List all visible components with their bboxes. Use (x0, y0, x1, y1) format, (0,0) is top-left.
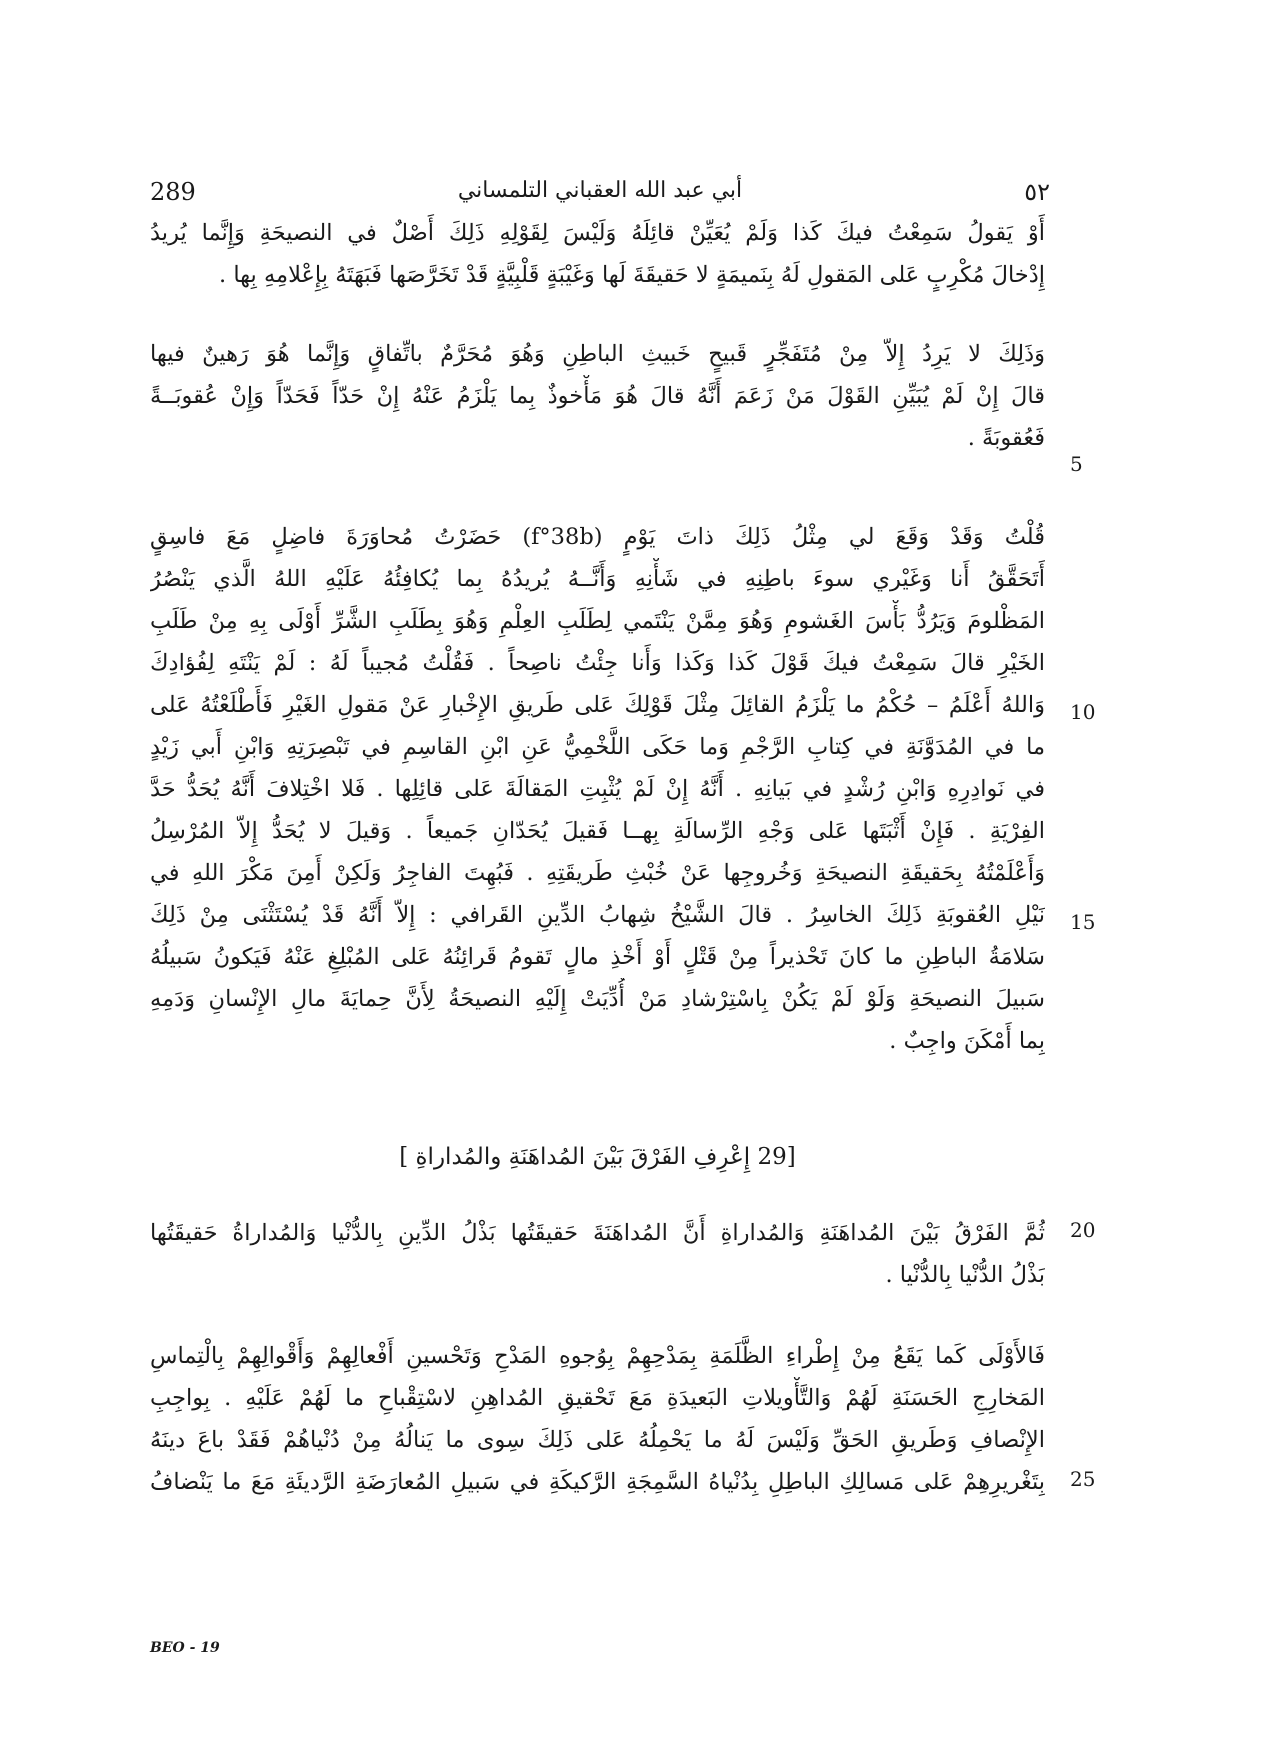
paragraph-4 (150, 1212, 1045, 1296)
text-line: ثُمَّ الفَرْقُ بَيْنَ المُداهَنَةِ وَالمُداراةِ أَنَّ المُداهَنَةَ حَقيقَتُها بَذْلُ الدِّينِ بِالدُّنْيا وَالمُداراةُ حَقيقَتُها (150, 1220, 1045, 1246)
line-number: 25 (1070, 1467, 1096, 1491)
line-number: 10 (1070, 700, 1096, 724)
text-line: بَذْلُ الدُّنْيا بِالدُّنْيا . (885, 1262, 1045, 1288)
text-line: إِدْخالَ مُكْرِبٍ عَلى المَقولِ لَهُ بِنَميمَةٍ لا حَقيقَةَ لَها وَغَيْبَةٍ قَلْبِيَّةٍ قَدْ تَخَرَّصَها فَبَهَتَهُ بِإِعْلامِهِ بِها . (219, 262, 1045, 288)
line-number: 5 (1070, 452, 1083, 476)
text-line: سَبيلَ النصيحَةِ وَلَوْ لَمْ يَكُنْ بِاسْتِرْشادِ مَنْ أُدِّيَتْ إِلَيْهِ النصيحَةُ لِأَنَّ حِمايَةَ مالِ الإِنْسانِ وَدَمِهِ (150, 986, 1045, 1012)
paragraph-1 (150, 212, 1045, 296)
paragraph-3 (150, 516, 1045, 1062)
text-line: وَاللهُ أَعْلَمُ – حُكْمُ ما يَلْزَمُ القائِلَ مِثْلَ قَوْلِكَ عَلى طَريقِ الإِخْبارِ عَنْ مَقولِ الغَيْرِ فَأَطْلَعْتُهُ عَلى (150, 692, 1045, 718)
running-title: أبي عبد الله العقباني التلمساني (457, 178, 743, 203)
text-line: فَعُقوبَةً . (967, 425, 1045, 451)
text-line: الفِرْيَةِ . فَإِنْ أَثْبَتَها عَلى وَجْهِ الرِّسالَةِ بِهــا فَقيلَ يُحَدّانِ جَميعاً . وَقيلَ لا يُحَدُّ إِلاّ المُرْسِلُ (150, 818, 1045, 844)
text-line: وَأَعْلَمْتُهُ بِحَقيقَةِ النصيحَةِ وَخُروجِها عَنْ خُبْثِ طَريقَتِهِ . فَبُهِتَ الفاجِرُ وَلَكِنْ أَمِنَ مَكْرَ اللهِ في (150, 860, 1045, 886)
text-line: قالَ إِنْ لَمْ يُبَيِّنِ القَوْلَ مَنْ زَعَمَ أَنَّهُ قالَ هُوَ مَأْخوذٌ بِما يَلْزَمُ عَنْهُ إِنْ حَدّاً فَحَدّاً وَإِنْ عُقوبَــةً (150, 383, 1045, 409)
text-line: المَخارِجِ الحَسَنَةِ لَهُمْ وَالتَّأْويلاتِ البَعيدَةِ مَعَ تَحْقيقِ المُداهِنِ لاسْتِقْباحِ ما لَهُمْ عَلَيْهِ . بِواجِبِ (150, 1385, 1045, 1411)
text-line: في نَوادِرِهِ وَابْنِ رُشْدٍ في بَيانِهِ . أَنَّهُ إِنْ لَمْ يُثْبِتِ المَقالَةَ عَلى قائِلِها . فَلا اخْتِلافَ أَنَّهُ يُحَدُّ حَدَّ (150, 776, 1045, 802)
text-line: قُلْتُ وَقَدْ وَقَعَ لي مِثْلُ ذَلِكَ ذاتَ يَوْمٍ (f°38b) حَضَرْتُ مُحاوَرَةَ فاضِلٍ مَعَ فاسِقٍ (150, 524, 1045, 550)
text-line: أَوْ يَقولُ سَمِعْتُ فيكَ كَذا وَلَمْ يُعَيِّنْ قائِلَهُ وَلَيْسَ لِقَوْلِهِ ذَلِكَ أَصْلٌ في النصيحَةِ وَإِنَّما يُريدُ (150, 220, 1045, 246)
original-page-number: ٥٢ (1024, 178, 1050, 206)
paragraph-2 (150, 333, 1045, 459)
footer-signature: BEO - 19 (150, 1640, 220, 1656)
text-line: الإِنْصافِ وَطَريقِ الحَقِّ وَلَيْسَ لَهُ ما يَحْمِلُهُ عَلى ذَلِكَ سِوى ما يَنالُهُ مِنْ دُنْياهُمْ فَقَدْ باعَ دينَهُ (150, 1427, 1045, 1453)
text-line: الخَيْرِ قالَ سَمِعْتُ فيكَ قَوْلَ كَذا وَكَذا وَأَنا جِئْتُ ناصِحاً . فَقُلْتُ مُجيباً لَهُ : لَمْ يَنْتَهِ لِفُؤادِكَ (150, 650, 1045, 676)
text-line: سَلامَةُ الباطِنِ ما كانَ تَحْذيراً مِنْ قَتْلٍ أَوْ أَخْذِ مالٍ تَقومُ قَرائِنُهُ عَلى المُبْلِغِ عَنْهُ فَيَكونُ سَبيلُهُ (150, 944, 1045, 970)
text-line: المَظْلومَ وَيَرُدُّ بَأْسَ الغَشومِ وَهُوَ مِمَّنْ يَنْتَمي لِطَلَبِ العِلْمِ وَهُوَ بِطَلَبِ الشَّرِّ أَوْلَى بِهِ مِنْ طَلَبِ (150, 608, 1045, 634)
text-line: وَذَلِكَ لا يَرِدُ إِلاّ مِنْ مُتَفَجِّرٍ قَبيحٍ خَبيثِ الباطِنِ وَهُوَ مُحَرَّمٌ باتِّفاقٍ وَإِنَّما هُوَ رَهينٌ فيها (150, 341, 1045, 367)
text-line: ما في المُدَوَّنَةِ في كِتابِ الرَّجْمِ وَما حَكَى اللَّخْمِيُّ عَنِ ابْنِ القاسِمِ في تَبْصِرَتِهِ وَابْنِ أَبي زَيْدٍ (150, 734, 1045, 760)
text-line: بِتَغْريرِهِمْ عَلى مَسالِكِ الباطِلِ بِدُنْياهُ السَّمِجَةِ الرَّكيكَةِ في سَبيلِ المُعارَضَةِ الرَّديئَةِ مَعَ ما يَنْضافُ (150, 1469, 1045, 1495)
text-line: نَيْلِ العُقوبَةِ ذَلِكَ الخاسِرُ . قالَ الشَّيْخُ شِهابُ الدِّينِ القَرافي : إِلاّ أَنَّهُ قَدْ يُسْتَثْنَى مِنْ ذَلِكَ (150, 902, 1045, 928)
text-line: أَتَحَقَّقُ أَنا وَغَيْري سوءَ باطِنِهِ في شَأْنِهِ وَأَنَّــهُ يُريدُهُ بِما يُكافِئُهُ عَلَيْهِ اللهُ الَّذي يَنْصُرُ (150, 566, 1045, 592)
line-number: 20 (1070, 1218, 1096, 1242)
line-number: 15 (1070, 910, 1096, 934)
page-number: 289 (150, 178, 196, 206)
paragraph-5 (150, 1335, 1045, 1503)
section-heading: [29 إِعْرِفِ الفَرْقَ بَيْنَ المُداهَنَةِ والمُداراةِ ] (399, 1144, 796, 1170)
text-line: بِما أَمْكَنَ واجِبٌ . (889, 1028, 1045, 1054)
text-line: فَالأَوْلَى كَما يَقَعُ مِنْ إِطْراءِ الظَّلَمَةِ بِمَدْحِهِمْ بِوُجوهِ المَدْحِ وَتَحْسينِ أَفْعالِهِمْ وَأَقْوالِهِمْ بِالْتِماسِ (150, 1343, 1045, 1369)
